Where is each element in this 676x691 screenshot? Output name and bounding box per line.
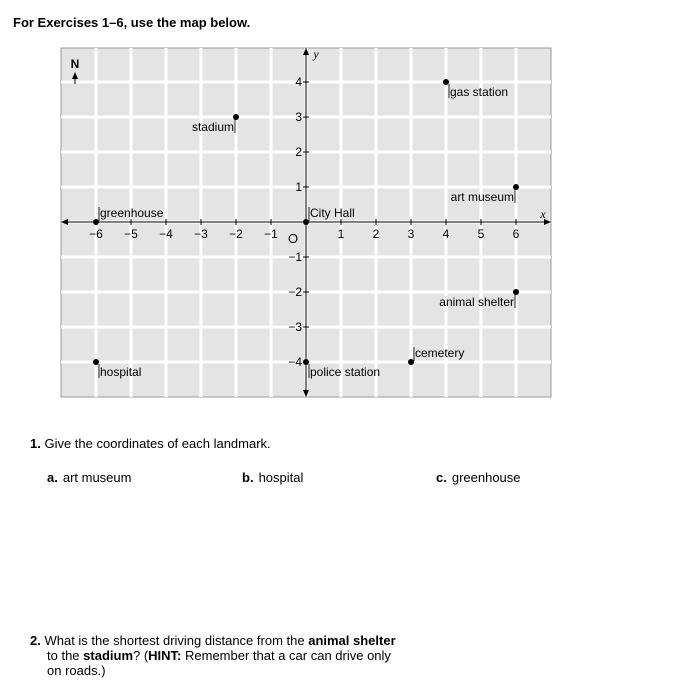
x-tick-label: −3: [194, 227, 208, 241]
y-tick-label: −3: [288, 320, 302, 334]
x-tick-label: 5: [477, 227, 485, 241]
q2-text-4: Remember that a car can drive only: [181, 648, 391, 663]
landmark-label: [99, 206, 164, 221]
landmark-dot: [93, 219, 99, 225]
x-tick-label: 1: [337, 227, 345, 241]
landmark-dot: [408, 359, 414, 365]
x-tick-label: −4: [159, 227, 173, 241]
x-tick-label: 2: [372, 227, 380, 241]
north-label: N: [70, 57, 80, 71]
q2-text-2: to the: [47, 648, 80, 663]
x-tick-label: −5: [124, 227, 138, 241]
question-1: [30, 436, 271, 451]
x-tick-label: 6: [512, 227, 520, 241]
x-tick-label: −6: [89, 227, 103, 241]
landmark-dot: [303, 219, 309, 225]
question-1c: [436, 470, 521, 485]
landmark-label: [309, 364, 380, 379]
landmark-name: animal shelter: [439, 295, 514, 309]
part-letter: b.: [242, 470, 254, 485]
y-tick-label: 1: [295, 180, 302, 194]
y-tick-label: −2: [288, 285, 302, 299]
y-tick-label: 4: [295, 75, 302, 89]
y-tick-label: 2: [295, 145, 302, 159]
question-1a: [47, 470, 131, 485]
landmark-name: art museum: [450, 190, 514, 204]
y-axis-label: y: [313, 47, 319, 61]
question-1b: [242, 470, 303, 485]
landmark-name: greenhouse: [100, 206, 164, 220]
q2-bold-1: animal shelter: [308, 633, 396, 648]
landmark-label: [414, 346, 464, 361]
q2-text-1: What is the shortest driving distance from the: [44, 633, 305, 648]
landmark-label: [451, 189, 515, 204]
landmark-label: [309, 206, 355, 221]
landmark-label: [99, 364, 141, 379]
part-letter: c.: [436, 470, 447, 485]
x-axis-label: x: [540, 207, 546, 221]
x-tick-label: −2: [229, 227, 243, 241]
origin-label: O: [287, 231, 299, 246]
landmark-label: [439, 294, 515, 309]
landmark-label: [449, 84, 508, 99]
q2-text-5: on roads.): [47, 663, 106, 678]
x-tick-label: 4: [442, 227, 450, 241]
question-1-text: Give the coordinates of each landmark.: [44, 436, 271, 451]
part-letter: a.: [47, 470, 58, 485]
landmark-dot: [443, 79, 449, 85]
question-1-number: 1.: [30, 436, 41, 451]
landmark-name: City Hall: [310, 206, 355, 220]
y-tick-label: −1: [288, 250, 302, 264]
q2-text-3: ? (: [133, 648, 149, 663]
y-tick-label: −4: [288, 355, 302, 369]
x-tick-label: −1: [264, 227, 278, 241]
exercise-heading: For Exercises 1–6, use the map below.: [13, 15, 251, 30]
landmark-name: police station: [310, 365, 381, 379]
part-text: art museum: [62, 470, 132, 485]
part-text: greenhouse: [451, 470, 521, 485]
landmark-dot: [93, 359, 99, 365]
question-2: [30, 633, 396, 678]
q2-hint-label: HINT:: [148, 648, 182, 663]
landmark-name: cemetery: [415, 346, 465, 360]
y-tick-label: 3: [295, 110, 302, 124]
question-2-number: 2.: [30, 633, 41, 648]
landmark-label: [192, 119, 235, 134]
landmark-name: hospital: [100, 365, 142, 379]
landmark-name: stadium: [191, 120, 234, 134]
q2-bold-2: stadium: [83, 648, 133, 663]
x-tick-label: 3: [407, 227, 415, 241]
part-text: hospital: [258, 470, 304, 485]
landmark-name: gas station: [450, 85, 509, 99]
landmark-dot: [303, 359, 309, 365]
